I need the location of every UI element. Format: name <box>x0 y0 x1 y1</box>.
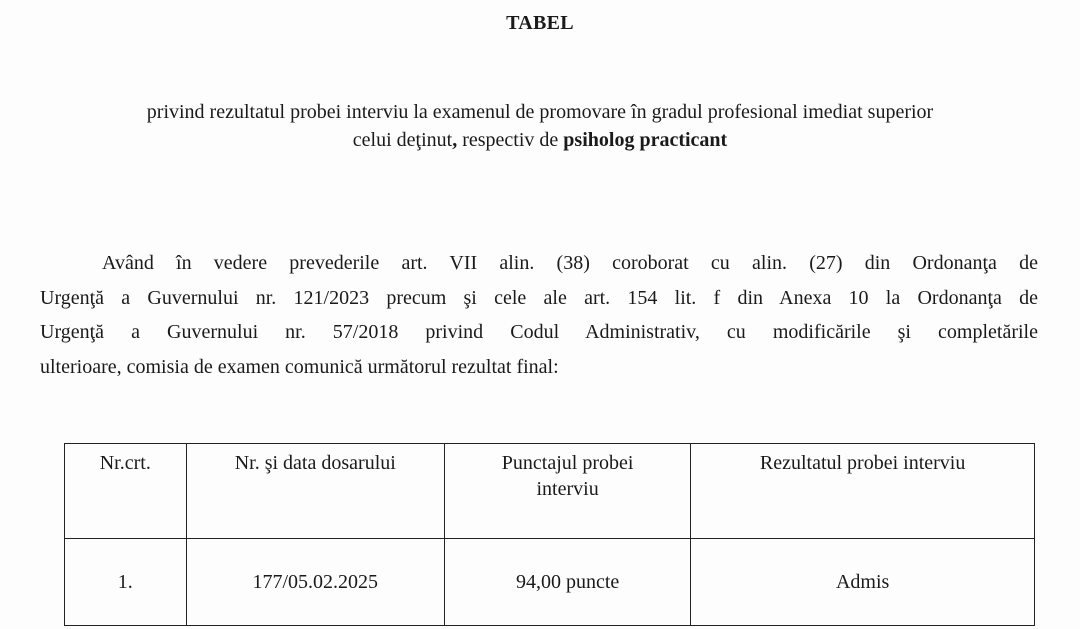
paragraph-line-4: ulterioare, comisia de examen comunică următorul rezultat final: <box>40 355 559 378</box>
header-punctaj-line-2: interviu <box>536 478 599 500</box>
subtitle-line-1: privind rezultatul probei interviu la examenul de promovare în gradul profesional imediat superior <box>146 101 934 123</box>
paragraph-line-1: Având în vedere prevederile art. VII alin. (38) coroborat cu alin. (27) din Ordonanţa de <box>102 252 1038 274</box>
subtitle-mid: respectiv de <box>457 129 564 151</box>
table-header-row <box>65 444 1035 539</box>
header-rezultat: Rezultatul probei interviu <box>691 444 1035 539</box>
cell-nr-crt: 1. <box>65 539 187 626</box>
header-punctaj-line-1: Punctajul probei <box>501 452 634 474</box>
subtitle-comma: , <box>452 129 458 151</box>
cell-dosar: 177/05.02.2025 <box>186 539 444 626</box>
document-subtitle <box>40 98 1040 154</box>
subtitle-line-2 <box>40 126 1040 154</box>
paragraph-line-3: Urgenţă a Guvernului nr. 57/2018 privind Codul Administrativ, cu modificările şi completările <box>40 321 1038 343</box>
results-table <box>64 443 1035 626</box>
cell-rezultat: Admis <box>691 539 1035 626</box>
header-dosar: Nr. şi data dosarului <box>186 444 444 539</box>
subtitle-prefix: celui deţinut <box>352 129 453 151</box>
header-nr-crt: Nr.crt. <box>65 444 187 539</box>
cell-punctaj: 94,00 puncte <box>444 539 690 626</box>
header-punctaj <box>444 444 690 539</box>
table-row <box>65 539 1035 626</box>
document-title: TABEL <box>506 12 574 34</box>
subtitle-position: psiholog practicant <box>563 129 728 151</box>
paragraph-line-2: Urgenţă a Guvernului nr. 121/2023 precum şi cele ale art. 154 lit. f din Anexa 10 la Ordonanţa de <box>40 286 1038 309</box>
body-paragraph <box>40 246 1038 384</box>
